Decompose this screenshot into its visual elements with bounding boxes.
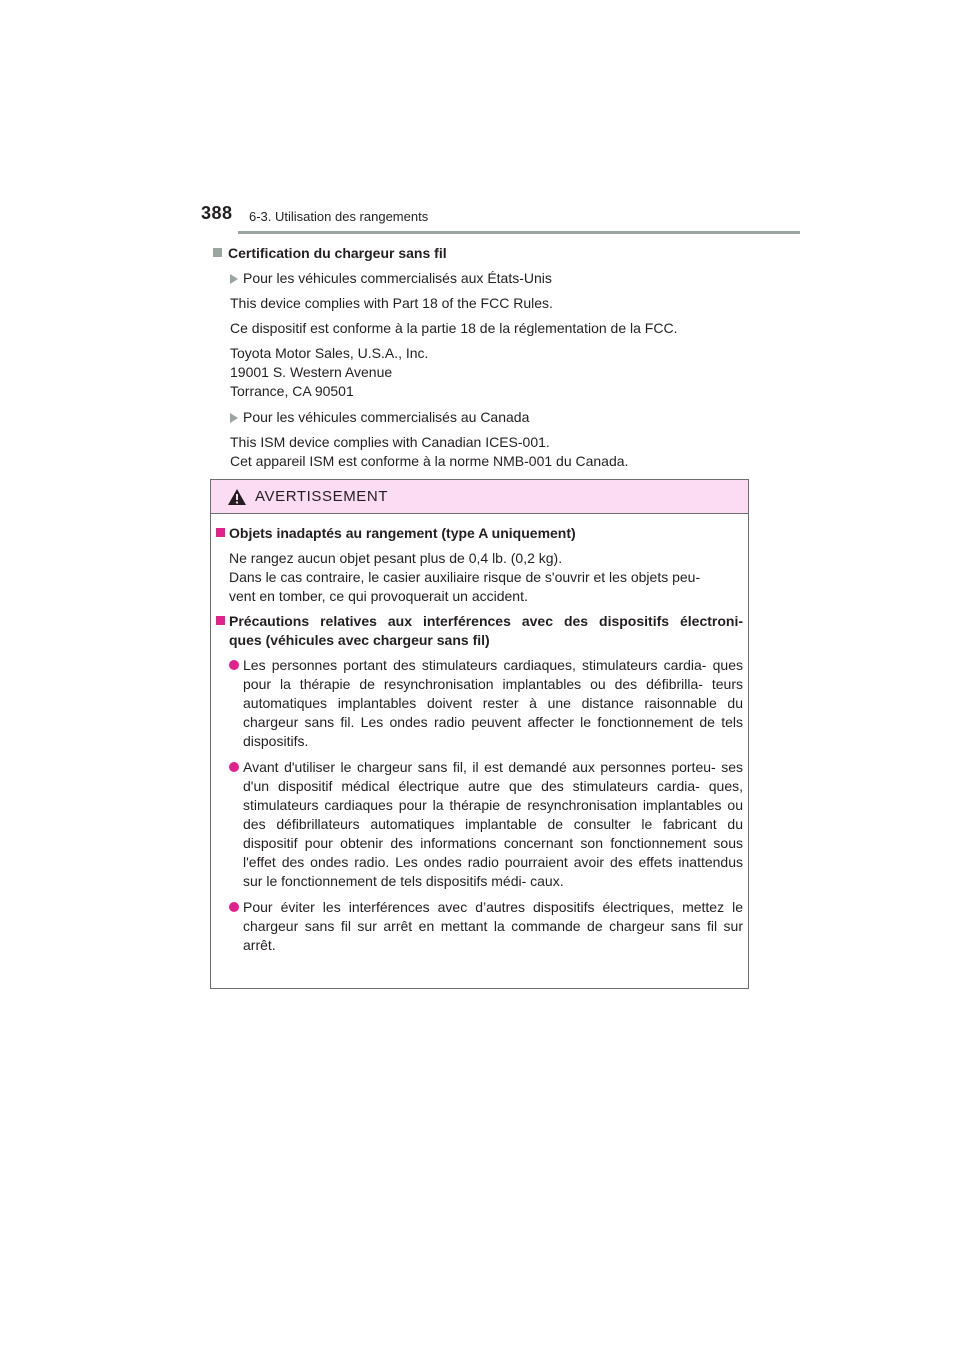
warning-bullet-2-text: Avant d'utiliser le chargeur sans fil, il est demandé aux personnes porteu- ses d'un dispositif médical électrique autre que des stimulateurs cardia- ques, stimulateurs cardiaques pour la thérapie de resynchronisation implantables ou des défibrillateurs automatiques implantable de consulter le fabricant du dispositif pour obtenir des informations concernant son fonctionnement sous l'effet des ondes radio. Les ondes radio pourraient avoir des effets inattendus sur le fonctionnement de tels dispositifs médi- caux.	[243, 759, 743, 889]
square-bullet-icon	[213, 248, 222, 257]
header-rule	[238, 231, 800, 234]
address-line-2: 19001 S. Western Avenue	[230, 364, 393, 380]
warning-section1-heading	[216, 524, 743, 543]
circle-bullet-icon	[229, 762, 239, 772]
canada-label	[213, 408, 753, 427]
warning-title: AVERTISSEMENT	[255, 488, 389, 505]
address-line-3: Torrance, CA 90501	[230, 383, 354, 399]
usa-label-text: Pour les véhicules commercialisés aux États-Unis	[243, 270, 552, 286]
triangle-bullet-icon	[230, 413, 238, 423]
circle-bullet-icon	[229, 660, 239, 670]
warning-bullet-3-text: Pour éviter les interférences avec d’autres dispositifs électriques, mettez le chargeur sans fil sur arrêt en mettant la commande de chargeur sans fil sur arrêt.	[243, 899, 743, 953]
certification-heading-text: Certification du chargeur sans fil	[228, 245, 447, 261]
certification-section	[213, 244, 753, 471]
address-line-1: Toyota Motor Sales, U.S.A., Inc.	[230, 345, 429, 361]
ices-line-fr: Cet appareil ISM est conforme à la norme NMB-001 du Canada.	[230, 453, 629, 469]
certification-heading	[213, 244, 753, 263]
warning-header	[211, 480, 748, 514]
warning-section2-heading-line2: ques (véhicules avec chargeur sans fil)	[229, 632, 490, 648]
ices-line-en: This ISM device complies with Canadian ICES-001.	[230, 434, 550, 450]
canada-label-text: Pour les véhicules commercialisés au Canada	[243, 409, 530, 425]
fcc-line-en: This device complies with Part 18 of the FCC Rules.	[230, 295, 553, 311]
page-number: 388	[201, 203, 233, 223]
square-bullet-icon	[216, 528, 225, 537]
warning-section1-line3: vent en tomber, ce qui provoquerait un accident.	[229, 588, 528, 604]
warning-section1-heading-text: Objets inadaptés au rangement (type A uniquement)	[229, 525, 576, 541]
warning-section1-line2: Dans le cas contraire, le casier auxiliaire risque de s'ouvrir et les objets peu-	[229, 569, 701, 585]
warning-bullet-1-text: Les personnes portant des stimulateurs cardiaques, stimulateurs cardia- ques pour la thérapie de resynchronisation implantables ou des défibrilla- teurs automatiques implantables doivent rester à une distance raisonnable du chargeur sans fil. Les ondes radio peuvent affecter le fonctionnement de tels dispositifs.	[243, 657, 743, 749]
warning-bullet-2	[216, 758, 743, 891]
warning-section2-heading-line1: Précautions relatives aux interférences avec des dispositifs électroni-	[229, 613, 743, 629]
warning-box	[210, 479, 749, 989]
warning-body	[216, 524, 743, 955]
warning-section2-heading	[216, 612, 743, 650]
usa-label	[213, 269, 753, 288]
warning-triangle-icon	[227, 488, 247, 506]
warning-bullet-3	[216, 898, 743, 955]
circle-bullet-icon	[229, 902, 239, 912]
section-title: 6-3. Utilisation des rangements	[249, 209, 429, 224]
warning-section1-line1: Ne rangez aucun objet pesant plus de 0,4 lb. (0,2 kg).	[229, 550, 563, 566]
fcc-line-fr: Ce dispositif est conforme à la partie 18 de la réglementation de la FCC.	[230, 320, 678, 336]
square-bullet-icon	[216, 616, 225, 625]
warning-bullet-1	[216, 656, 743, 751]
triangle-bullet-icon	[230, 274, 238, 284]
